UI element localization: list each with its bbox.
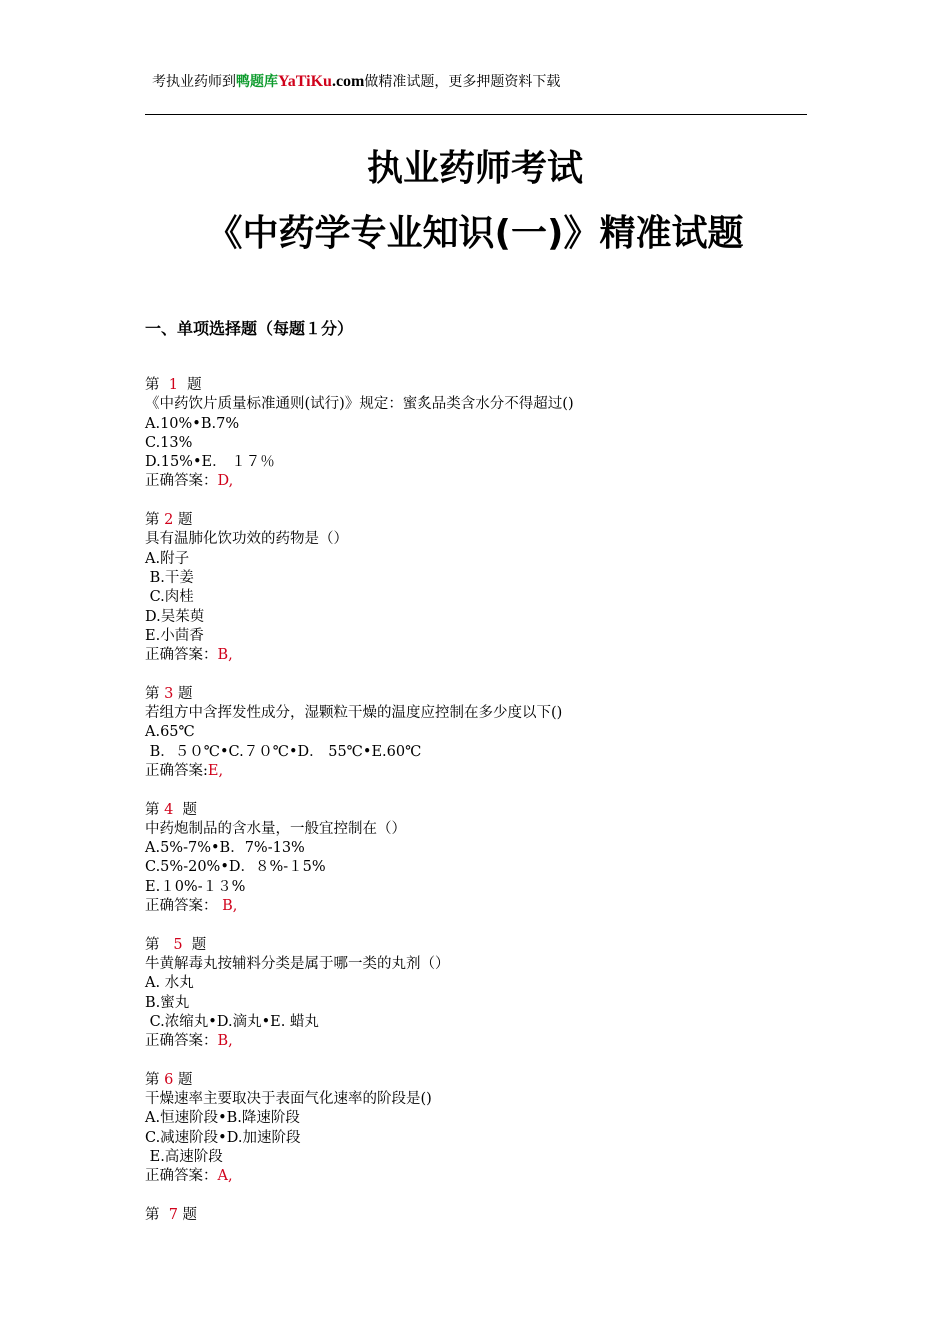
answer-value: D, (217, 473, 234, 490)
question-stem: 中药炮制品的含水量，一般宜控制在（） (145, 820, 406, 837)
question-stem: 牛黄解毒丸按辅料分类是属于哪一类的丸剂（） (145, 955, 450, 972)
question-answer (145, 897, 845, 916)
question-label-post: 题 (173, 801, 198, 818)
question-option: B.干姜 (145, 569, 194, 586)
answer-label: 正确答案： (145, 647, 218, 664)
question-number (145, 1206, 845, 1225)
question-block (145, 801, 845, 917)
question-number (145, 376, 845, 395)
question-number (145, 511, 845, 530)
section-heading: 一、单项选择题（每题１分） (145, 319, 354, 338)
answer-value: B, (217, 647, 233, 664)
question-number (145, 801, 845, 820)
question-answer (145, 762, 845, 781)
question-number (145, 1071, 845, 1090)
question-option: E.高速阶段 (145, 1148, 223, 1165)
question-stem: 《中药饮片质量标准通则(试行)》规定：蜜炙品类含水分不得超过() (145, 396, 574, 413)
header-suffix: 做精准试题，更多押题资料下载 (364, 74, 561, 90)
question-answer (145, 472, 845, 491)
question-option: C.5%-20%•D．８%-１5% (145, 859, 326, 876)
question-option: E.１0%-１３% (145, 878, 246, 895)
question-number-value: 3 (164, 685, 174, 702)
question-number-value: 1 (164, 377, 183, 393)
question-number-value: 7 (168, 1206, 178, 1223)
question-option: E.小茴香 (145, 627, 204, 644)
answer-label: 正确答案： (145, 898, 218, 915)
question-answer (145, 1167, 845, 1186)
question-option: A.65℃ (145, 724, 195, 741)
brand-name-en[interactable]: YaTiKu (278, 73, 332, 90)
question-option: A.5%-7%•B．7%-13% (145, 840, 305, 857)
question-stem: 干燥速率主要取决于表面气化速率的阶段是() (145, 1090, 432, 1107)
question-block (145, 511, 845, 665)
question-block (145, 936, 845, 1052)
question-option: C.减速阶段•D.加速阶段 (145, 1129, 301, 1146)
question-label-post: 题 (187, 936, 207, 953)
question-option: D.吴茱萸 (145, 608, 205, 625)
question-label-pre: 第 (145, 936, 169, 953)
question-option: A.恒速阶段•B.降速阶段 (145, 1110, 300, 1127)
question-answer (145, 646, 845, 665)
question-label-pre: 第 (145, 801, 165, 818)
question-option: C.肉桂 (145, 589, 194, 606)
question-label-pre: 第 (145, 512, 165, 529)
question-label-pre: 第 (145, 1071, 165, 1088)
brand-domain[interactable]: .com (331, 73, 365, 90)
page-header (152, 71, 560, 91)
question-number-value: 4 (164, 801, 174, 818)
header-prefix: 考执业药师到 (152, 74, 236, 90)
question-stem: 若组方中含挥发性成分，湿颗粒干燥的温度应控制在多少度以下() (145, 705, 563, 722)
question-answer (145, 1032, 845, 1051)
answer-label: 正确答案： (145, 1033, 218, 1050)
question-label-post: 题 (173, 685, 193, 702)
brand-name-cn[interactable]: 鸭题库 (236, 74, 278, 90)
question-option: B.蜜丸 (145, 994, 190, 1011)
answer-label: 正确答案： (145, 473, 218, 490)
question-stem: 具有温肺化饮功效的药物是（） (145, 531, 348, 548)
question-number-value: 6 (164, 1071, 174, 1088)
answer-value: E, (207, 762, 224, 779)
question-option: A. 水丸 (145, 975, 194, 992)
question-block (145, 376, 845, 492)
question-label-post: 题 (182, 377, 202, 393)
question-label-post: 题 (173, 512, 193, 529)
question-block (145, 1206, 845, 1225)
question-number (145, 685, 845, 704)
question-option: A.附子 (145, 550, 190, 567)
question-label-pre: 第 (145, 685, 165, 702)
question-option: A.10%•B.7% (145, 415, 240, 432)
answer-value: B, (217, 1033, 233, 1050)
answer-label: 正确答案: (145, 762, 208, 779)
question-number-value: 5 (168, 936, 188, 953)
page-subtitle: 《中药学专业知识(一)》精准试题 (206, 213, 744, 254)
header-divider (145, 114, 807, 115)
question-option: D.15%•E． １７％ (145, 454, 275, 471)
question-option: C.13% (145, 434, 193, 451)
question-label-pre: 第 (145, 377, 165, 393)
question-number-value: 2 (164, 512, 174, 529)
question-option: B．５０℃•C.７０℃•D． 55℃•E.60℃ (145, 743, 422, 760)
question-label-pre: 第 (145, 1206, 169, 1223)
question-list (145, 376, 845, 1244)
question-option: C.浓缩丸•D.滴丸•E. 蜡丸 (145, 1013, 319, 1030)
question-block (145, 685, 845, 781)
question-block (145, 1071, 845, 1187)
question-label-post: 题 (177, 1206, 198, 1223)
answer-label: 正确答案： (145, 1168, 218, 1185)
answer-value: A, (217, 1168, 233, 1185)
question-number (145, 936, 845, 955)
answer-value: B, (217, 898, 238, 915)
page-title: 执业药师考试 (366, 148, 583, 189)
question-label-post: 题 (173, 1071, 193, 1088)
